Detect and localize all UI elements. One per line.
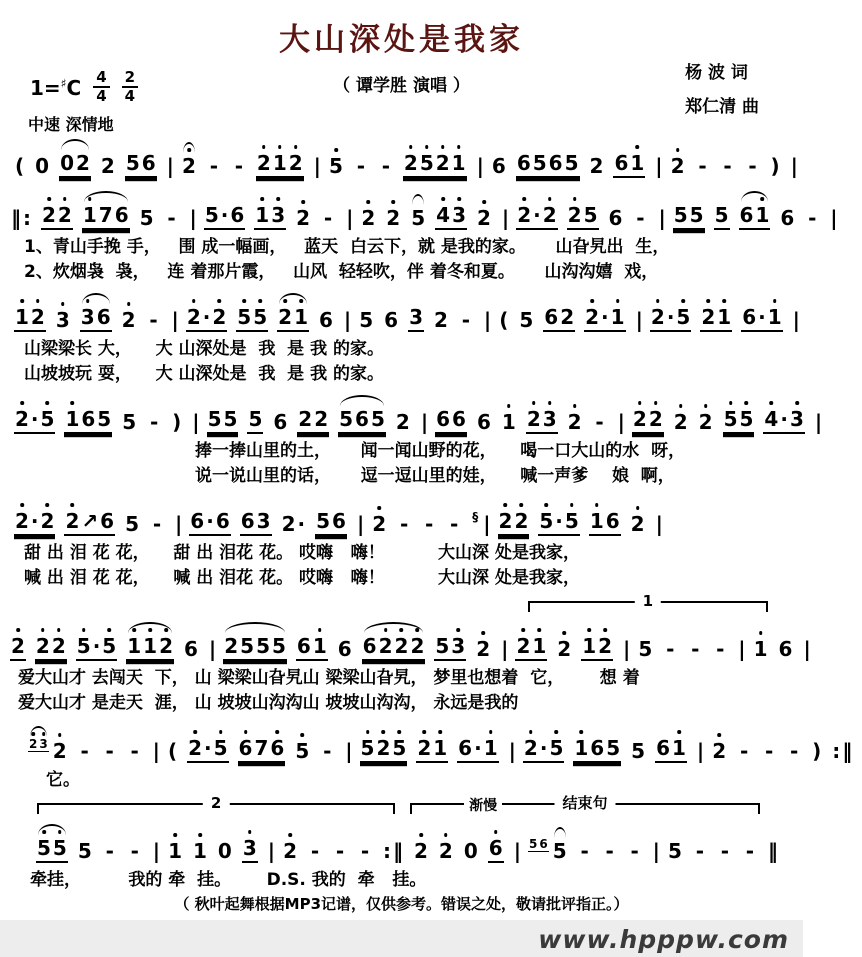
notation-token: | (345, 739, 353, 763)
performer-subtitle: （ 谭学胜 演唱 ） (333, 76, 470, 96)
notation-token: | (171, 308, 179, 332)
notation-token: 2 · 2 (186, 305, 227, 332)
notation-token: 5 5 (236, 305, 268, 332)
notation-token: | (655, 512, 663, 536)
notation-token: | (658, 206, 666, 230)
notation-token: 6 (337, 637, 352, 661)
notation-token: 6 1 (739, 203, 771, 230)
notation-token: - (310, 839, 320, 863)
notation-token: 6 (476, 410, 491, 434)
notation-token: - (323, 739, 332, 763)
notation-token: 2 (10, 634, 26, 661)
notation-token: 2 1 (277, 305, 309, 332)
notation-token: 1 2 (14, 305, 46, 332)
notation-token: 6 · 1 (741, 305, 782, 332)
notation-token: - (723, 154, 732, 178)
notation-token: 2 1 (416, 736, 448, 763)
system-8 (10, 794, 795, 893)
notation-token: | (652, 839, 660, 863)
notation-token: 2 5 2 1 (403, 151, 467, 178)
notation-token: - (739, 739, 749, 763)
notation-token: 6 (183, 637, 198, 661)
lyric-line: 爱大山才 是走天 涯， 山 坡坡山沟沟山 坡坡山沟沟， 永远是我的 (18, 693, 519, 713)
lyric-line: 说一说山里的话， 逗一逗山里的娃， 喊一声爹 娘 啊， (195, 466, 675, 486)
system-5 (10, 496, 795, 591)
system-1 (10, 138, 798, 183)
system-2 (10, 190, 838, 285)
notation-token: : ‖ (832, 739, 853, 763)
notation-token: 5 (638, 637, 653, 661)
segno-icon: § (472, 510, 479, 524)
notation-token: - (80, 739, 89, 763)
notation-token: 1 (501, 410, 516, 434)
notation-token: 2 2 (297, 407, 329, 434)
sharp-accidental: ♯ (60, 76, 67, 91)
notation-token: 2 (283, 839, 297, 863)
ending-bracket-label: 结束句 (555, 795, 616, 812)
notation-token: 2 (121, 308, 136, 332)
notation-token: - (695, 839, 705, 863)
notation-token: ( (167, 739, 178, 763)
notation-token: 5 (519, 308, 534, 332)
systems (10, 138, 853, 900)
key-signature (30, 70, 138, 104)
notation-token: ) (770, 154, 780, 178)
notation-token: 2 (395, 410, 410, 434)
lyric-line: 它。 (46, 770, 80, 790)
notation-token: 3 6 (80, 305, 112, 332)
notation-token: 2 2 (41, 203, 73, 230)
time-signature-2: $\frac{2}{4}$ (122, 70, 138, 104)
notation-token: 1 3 (254, 203, 286, 230)
notation-token: - (461, 308, 471, 332)
ritardando-marking: 渐慢 (464, 798, 502, 814)
notation-token: 2 (698, 410, 713, 434)
notation-token: 5 (139, 206, 154, 230)
notation-token: 2 · 1 (584, 305, 625, 332)
notation-token: - (323, 206, 333, 230)
notation-token: 6 6 (435, 407, 467, 434)
notation-token: 2 (567, 410, 582, 434)
notation-token: 5 (552, 839, 567, 863)
notation-token: - (149, 410, 159, 434)
notation-token: - (152, 512, 162, 536)
notation-token: 5 · 5 (538, 509, 579, 536)
notation-token: | (174, 512, 183, 536)
notation-token: | (192, 410, 200, 434)
notation-token: 5 (667, 839, 682, 863)
notation-token: - (666, 637, 675, 661)
notation-line (10, 496, 795, 541)
notation-token: 2 · 5 (14, 407, 55, 434)
notation-token: | (166, 154, 174, 178)
notation-token: 6 (384, 308, 399, 332)
ending-bracket (528, 592, 768, 612)
key-tonic: C (66, 76, 82, 100)
notation-token: 2 (630, 512, 645, 536)
notation-token: 1 (168, 839, 182, 863)
notation-token: 1 6 5 (573, 736, 621, 763)
notation-token: - (450, 512, 459, 536)
notation-token: - (356, 154, 366, 178)
notation-token: 2 (414, 839, 428, 863)
notation-token: 1 7 6 (82, 203, 130, 230)
notation-token: | (792, 308, 800, 332)
notation-token: 1 6 (589, 509, 621, 536)
notation-token: 0 (35, 154, 50, 178)
notation-token: 6 (491, 154, 506, 178)
notation-token: | (208, 637, 217, 661)
song-title: 大山深处是我家 (279, 22, 524, 58)
notation-token: 2 ↗ 6 (64, 509, 115, 536)
notation-token: 5 (122, 410, 137, 434)
system-3 (10, 292, 800, 387)
notation-token: 2 (181, 154, 196, 178)
notation-token: 2 · (281, 512, 306, 536)
notation-token: 2 (670, 154, 685, 178)
notation-token: 2 (712, 739, 727, 763)
notation-token: 5 6 5 (338, 407, 386, 434)
notation-token: | (814, 410, 823, 434)
key-prefix: 1= (30, 76, 61, 100)
notation-token: 5 5 (673, 203, 705, 230)
notation-token: 6 1 (296, 634, 328, 661)
notation-token: 2 (100, 154, 115, 178)
notation-token: | (790, 154, 798, 178)
notation-token: 6 2 2 2 (362, 634, 426, 661)
lyric-line: 甜 出 泪 花 花， 甜 出 泪花 花。 哎嗨 嗨！ 大山深 处是我家， (24, 543, 580, 563)
notation-token: 6 (488, 836, 504, 863)
notation-token: 2 5 5 5 (223, 634, 287, 661)
notation-token: | (508, 739, 516, 763)
notation-token: 2 1 (700, 305, 732, 332)
notation-token: - (595, 410, 604, 434)
notation-token: 2 1 2 (256, 151, 304, 178)
notation-token: 5 (411, 206, 426, 230)
notation-token: | (313, 154, 321, 178)
notation-token: - (335, 839, 345, 863)
notation-token: - (360, 839, 370, 863)
notation-token: 5 · 6 (204, 203, 245, 230)
notation-token: 2 (296, 206, 311, 230)
notation-token: ( (15, 154, 25, 178)
notation-token: - (381, 154, 391, 178)
notation-token: | (501, 206, 510, 230)
ending-bracket-label: 1 (635, 593, 661, 610)
notation-token: 6 1 (655, 736, 687, 763)
notation-token: ‖ (767, 839, 778, 863)
lyricist-credit: 杨 波 词 (685, 63, 748, 83)
notation-token: 6 · 6 (189, 509, 230, 536)
lyric-line: 喊 出 泪 花 花， 喊 出 泪花 花。 哎嗨 嗨！ 大山深 处是我家， (24, 568, 580, 588)
notation-token: 2 (476, 206, 491, 230)
notation-token: 2 1 (515, 634, 547, 661)
system-7 (10, 723, 853, 793)
notation-line (10, 823, 795, 868)
notation-token: 6 · 1 (457, 736, 498, 763)
notation-token: | (696, 739, 705, 763)
notation-token: 0 (217, 839, 232, 863)
notation-token: 2 2 (35, 634, 67, 661)
notation-token: | (483, 512, 491, 536)
notation-line (10, 292, 800, 337)
notation-token: - (716, 637, 725, 661)
notation-token: 2 (361, 206, 376, 230)
notation-token: | (501, 637, 509, 661)
notation-token: 2 · 5 (187, 736, 228, 763)
notation-token: | (476, 154, 484, 178)
lyric-line: 山坡坡玩 耍， 大 山深处是 我 是 我 的家。 (24, 364, 385, 384)
notation-token: 2 (386, 206, 401, 230)
notation-token: - (400, 512, 409, 536)
notation-token: 5 (295, 739, 310, 763)
notation-token: 1 1 2 (126, 634, 174, 661)
lyric-line: 山梁梁长 大， 大 山深处是 我 是 我 的家。 (24, 339, 385, 359)
notation-token: 5 2 5 (360, 736, 408, 763)
notation-token: - (691, 637, 700, 661)
notation-token: - (698, 154, 707, 178)
notation-token: 0 (463, 839, 478, 863)
notation-token: 5 (631, 739, 646, 763)
notation-token: 1 6 5 (64, 407, 112, 434)
notation-token: 5 · 5 (76, 634, 117, 661)
notation-token: 0 2 (59, 151, 91, 178)
notation-token: 1 (753, 637, 768, 661)
notation-token: 4 3 (435, 203, 467, 230)
notation-line (10, 138, 798, 183)
notation-token: | (738, 637, 746, 661)
notation-token: | (420, 410, 429, 434)
notation-token: 2 (372, 512, 387, 536)
notation-token: | (356, 512, 365, 536)
notation-token: - (425, 512, 434, 536)
time-signature-1: $\frac{4}{4}$ (93, 70, 109, 104)
notation-token: - (808, 206, 817, 230)
notation-token: 3 (242, 836, 258, 863)
notation-token: 2 (476, 637, 491, 661)
notation-token: - (720, 839, 730, 863)
notation-token: 5 3 (434, 634, 466, 661)
notation-token: | (346, 206, 354, 230)
notation-token: 1 2 (581, 634, 613, 661)
notation-token: 6 1 (613, 151, 645, 178)
notation-token: 5 5 (36, 836, 68, 863)
notation-token: 2 (433, 308, 448, 332)
notation-token: | (152, 739, 160, 763)
notation-token: - (789, 739, 799, 763)
notation-token: 2 3 (526, 407, 558, 434)
notation-line (10, 190, 838, 235)
lyric-line: 1、青山手挽 手， 围 成一幅画， 蓝天 白云下，就 是我的家。 山旮旯出 生， (24, 237, 670, 257)
notation-token: | (152, 839, 161, 863)
notation-token: 5 (77, 839, 92, 863)
notation-token: - (605, 839, 614, 863)
notation-token: 2 · 2 (516, 203, 557, 230)
notation-token: 2 (557, 637, 572, 661)
notation-token: | (189, 206, 197, 230)
notation-token: 5 5 (723, 407, 755, 434)
notation-line (10, 723, 853, 768)
notation-token: 2 · 5 (523, 736, 564, 763)
notation-token: - (149, 308, 158, 332)
notation-token: 2 2 (632, 407, 664, 434)
notation-token: - (130, 739, 139, 763)
system-6 (10, 592, 811, 716)
notation-token: 2 · 5 (650, 305, 691, 332)
notation-token: 3 (408, 305, 424, 332)
tempo-expression-marking: 中速 深情地 (28, 115, 114, 134)
notation-token: 2 5 (567, 203, 599, 230)
notation-token: 6 (318, 308, 333, 332)
notation-line (10, 621, 811, 666)
notation-token: - (745, 839, 755, 863)
notation-token: 5 (714, 203, 730, 230)
notation-token: - (130, 839, 139, 863)
notation-token: 2 3 (29, 737, 48, 751)
notation-token: | (655, 154, 663, 178)
notation-token: 5 (125, 512, 139, 536)
notation-token: - (105, 839, 114, 863)
notation-token: 6 (780, 206, 795, 230)
notation-token: 2 (52, 739, 67, 763)
watermark-url: www.hpppw.com (538, 925, 789, 954)
notation-token: 2 · 2 (14, 509, 55, 536)
notation-token: 5 6 (315, 509, 347, 536)
notation-token: 4 · 3 (763, 407, 804, 434)
notation-token: | (513, 839, 521, 863)
notation-token: | (635, 308, 643, 332)
notation-token: 3 (55, 308, 70, 332)
notation-token: | (803, 637, 811, 661)
notation-token: 5 5 (207, 407, 239, 434)
notation-token: ‖ : (11, 206, 31, 230)
ending-bracket-label: 2 (203, 795, 229, 812)
notation-token: - (636, 206, 645, 230)
notation-token: - (580, 839, 589, 863)
notation-token: - (209, 154, 219, 178)
lyric-line: 捧一捧山里的土， 闻一闻山野的花， 喝一口大山的水 呀， (195, 441, 686, 461)
notation-token: - (764, 739, 774, 763)
notation-token: - (167, 206, 176, 230)
notation-token: | (623, 637, 631, 661)
composer-credit: 郑仁清 曲 (685, 97, 759, 117)
notation-token: - (234, 154, 244, 178)
notation-token: 1 (193, 839, 207, 863)
notation-token: 5 (359, 308, 374, 332)
notation-token: ( (499, 308, 509, 332)
notation-token: 2 (438, 839, 453, 863)
notation-token: 5 (247, 407, 263, 434)
notation-token: 6 (778, 637, 793, 661)
notation-token: 6 (273, 410, 288, 434)
notation-token: ) (812, 739, 822, 763)
notation-token: | (830, 206, 838, 230)
notation-token: - (630, 839, 639, 863)
notation-line (10, 394, 823, 439)
notation-token: 2 (589, 154, 604, 178)
notation-token: 6 2 (543, 305, 575, 332)
notation-token: | (267, 839, 276, 863)
notation-token: 5 (328, 154, 343, 178)
system-4 (10, 394, 823, 489)
notation-token: ) (172, 410, 182, 434)
notation-token: 2 2 (498, 509, 530, 536)
notation-token: : ‖ (383, 839, 403, 863)
transcriber-note: （ 秋叶起舞根据MP3记谱，仅供参考。错误之处，敬请批评指正。） (174, 895, 629, 913)
ending-bracket (37, 794, 394, 814)
notation-token: - (105, 739, 114, 763)
ending-bracket (410, 794, 759, 814)
notation-token: | (483, 308, 492, 332)
notation-token: 6 5 6 5 (516, 151, 580, 178)
notation-token: | (343, 308, 352, 332)
notation-token: - (748, 154, 757, 178)
notation-token: 6 3 (240, 509, 272, 536)
notation-token: | (617, 410, 625, 434)
notation-token: 6 7 6 (238, 736, 286, 763)
notation-token: 6 (608, 206, 623, 230)
credits (685, 56, 759, 124)
lyric-line: 爱大山才 去闯天 下， 山 梁梁山旮旯山 梁梁山旮旯， 梦里也想着 它， 想 着 (18, 668, 640, 688)
lyric-line: 2、炊烟袅 袅， 连 着那片霞， 山风 轻轻吹，伴 着冬和夏。 山沟沟嬉 戏， (24, 262, 659, 282)
notation-token: 5 6 (125, 151, 157, 178)
notation-token: 5 6 (529, 837, 548, 851)
lyric-line: 牵挂， 我的 牵 挂。 D.S. 我的 牵 挂。 (30, 870, 427, 890)
notation-token: 2 (673, 410, 688, 434)
